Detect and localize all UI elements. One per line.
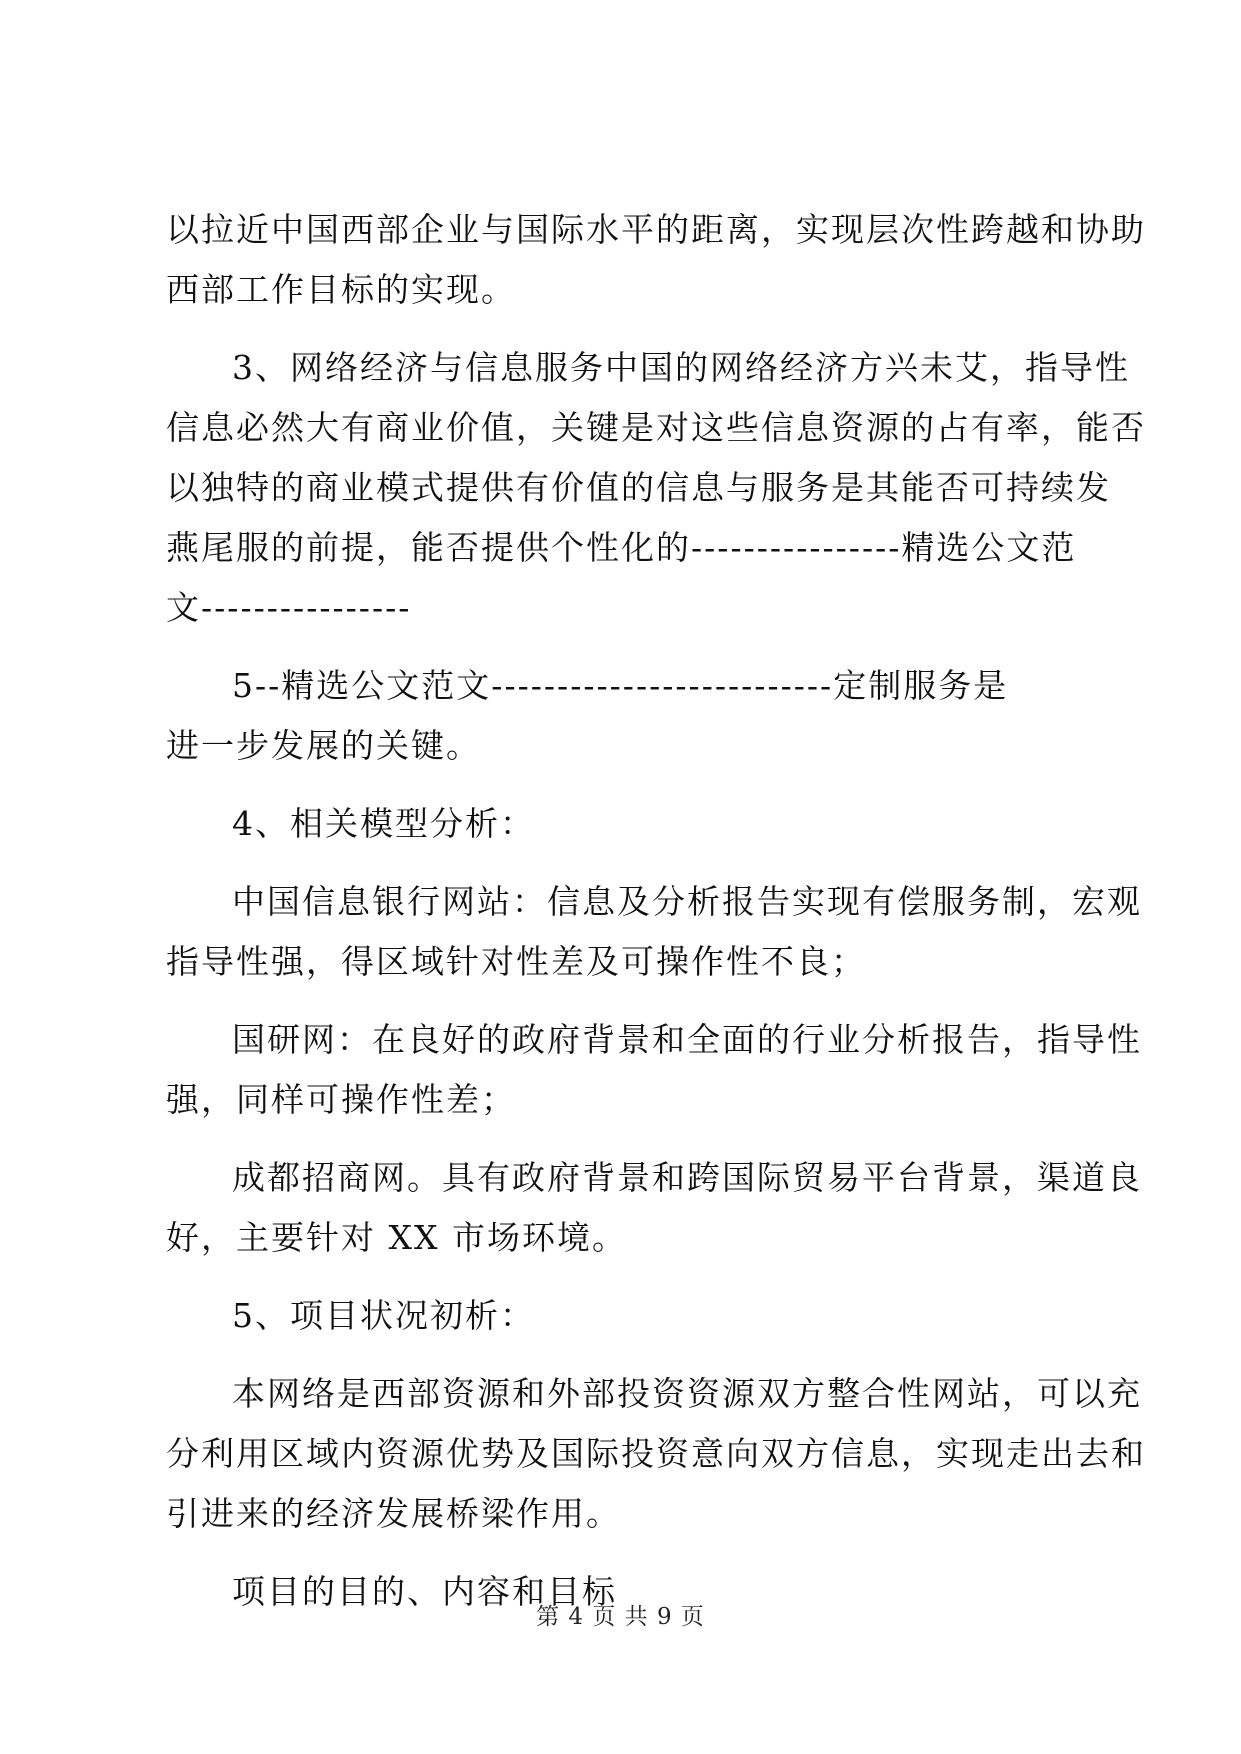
text-line: 引进来的经济发展桥梁作用。 xyxy=(166,1494,621,1533)
text-line: 进一步发展的关键。 xyxy=(166,726,481,765)
text-line: 燕尾服的前提，能否提供个性化的----------------精选公文范 xyxy=(166,528,1077,567)
text-line: 国研网：在良好的政府背景和全面的行业分析报告，指导性 xyxy=(232,1020,1142,1059)
text-line: 3、网络经济与信息服务中国的网络经济方兴未艾，指导性 xyxy=(232,348,1130,387)
text-line: 西部工作目标的实现。 xyxy=(166,270,516,309)
text-line: 信息必然大有商业价值，关键是对这些信息资源的占有率，能否 xyxy=(166,408,1146,447)
text-line: 好，主要针对 XX 市场环境。 xyxy=(166,1218,627,1257)
text-line: 指导性强，得区域针对性差及可操作性不良； xyxy=(166,942,866,981)
page-number-footer: 第 4 页 共 9 页 xyxy=(536,1604,705,1630)
text-line: 以拉近中国西部企业与国际水平的距离，实现层次性跨越和协助 xyxy=(166,210,1146,249)
section-heading: 项目的目的、内容和目标 xyxy=(232,1572,617,1611)
text-line: 5--精选公文范文--------------------------定制服务是 xyxy=(232,666,1009,705)
text-line: 以独特的商业模式提供有价值的信息与服务是其能否可持续发 xyxy=(166,468,1111,507)
text-line: 文---------------- xyxy=(166,588,412,627)
section-heading: 4、相关模型分析： xyxy=(232,804,535,843)
section-heading: 5、项目状况初析： xyxy=(232,1296,535,1335)
text-line: 强，同样可操作性差； xyxy=(166,1080,516,1119)
text-line: 分利用区域内资源优势及国际投资意向双方信息，实现走出去和 xyxy=(166,1434,1146,1473)
text-line: 成都招商网。具有政府背景和跨国际贸易平台背景，渠道良 xyxy=(232,1158,1142,1197)
text-line: 本网络是西部资源和外部投资资源双方整合性网站，可以充 xyxy=(232,1374,1142,1413)
text-line: 中国信息银行网站：信息及分析报告实现有偿服务制，宏观 xyxy=(232,882,1142,921)
